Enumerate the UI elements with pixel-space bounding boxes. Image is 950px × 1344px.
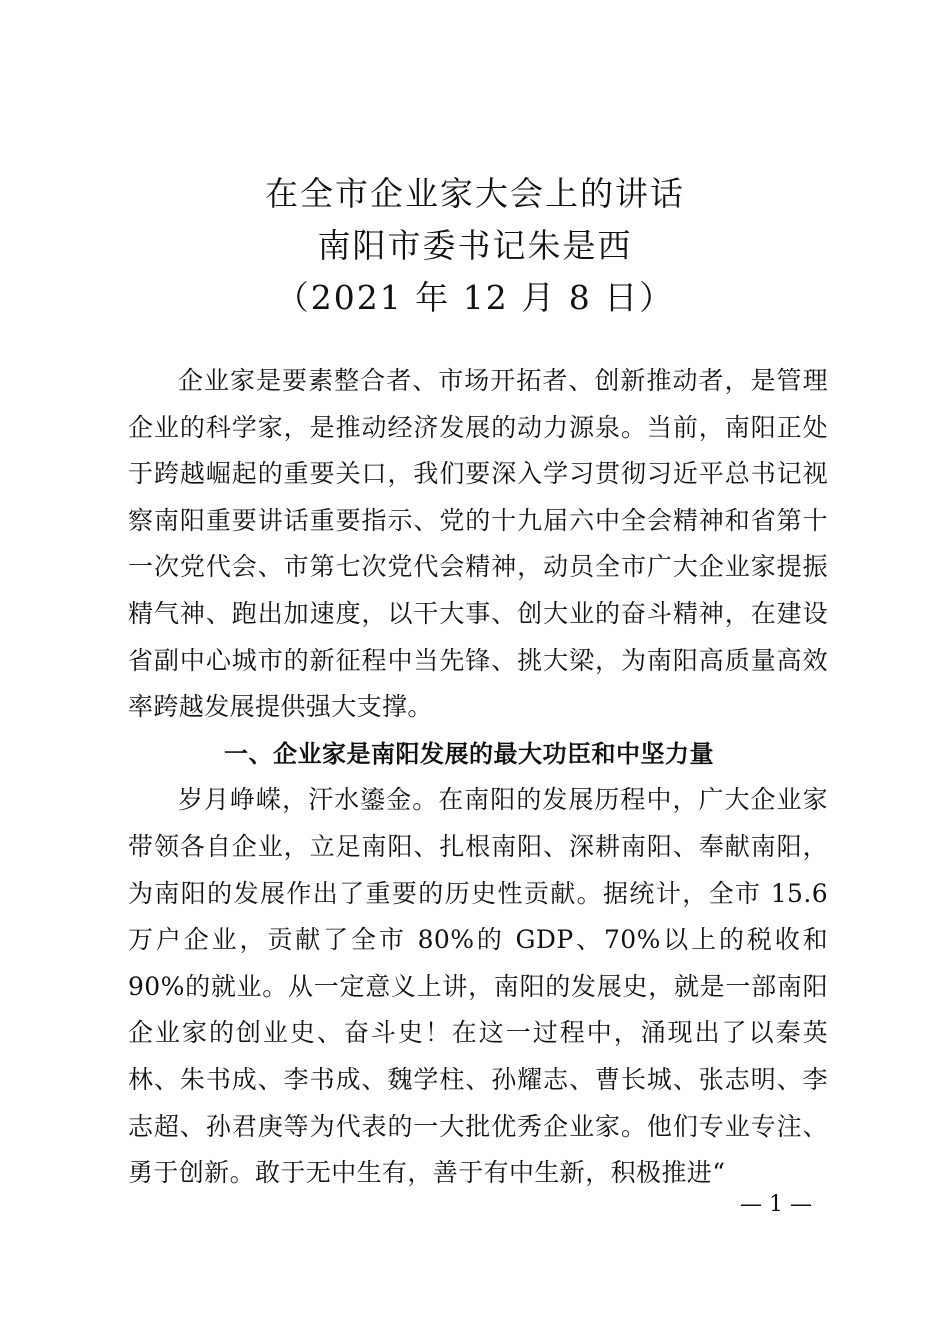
speaker-line: 南阳市委书记朱是西 [317,226,633,265]
document-body [128,358,828,1197]
section-paragraph: 岁月峥嵘，汗水鎏金。在南阳的发展历程中，广大企业家带领各自企业，立足南阳、扎根南阳、深耕南阳、奉献南阳，为南阳的发展作出了重要的历史性贡献。据统计，全市 15.6 万户企业，贡献了全市 80%的 GDP、70%以上的税收和 90%的就业。从一定意义上讲，南阳的发展史，就是一部南阳企业家的创业史、奋斗史！在这一过程中，涌现出了以秦英林、朱书成、李书成、魏学柱、孙耀志、曹长城、张志明、李志超、孙君庚等为代表的一大批优秀企业家。他们专业专注、勇于创新。敢于无中生有，善于有中生新，积极推进“ [128,785,828,1188]
page-number: — 1 — [740,1192,812,1217]
speech-date: （2021 年 12 月 8 日） [275,278,675,317]
speech-title: 在全市企业家大会上的讲话 [265,174,685,213]
section-heading: 一、企业家是南阳发展的最大功臣和中坚力量 [224,739,714,768]
intro-paragraph: 企业家是要素整合者、市场开拓者、创新推动者，是管理企业的科学家，是推动经济发展的动力源泉。当前，南阳正处于跨越崛起的重要关口，我们要深入学习贯彻习近平总书记视察南阳重要讲话重要指示、党的十九届六中全会精神和省第十一次党代会、市第七次党代会精神，动员全市广大企业家提振精气神、跑出加速度，以干大事、创大业的奋斗精神，在建设省副中心城市的新征程中当先锋、挑大梁，为南阳高质量高效率跨越发展提供强大支撑。 [128,366,828,722]
speech-title-block [0,168,950,324]
